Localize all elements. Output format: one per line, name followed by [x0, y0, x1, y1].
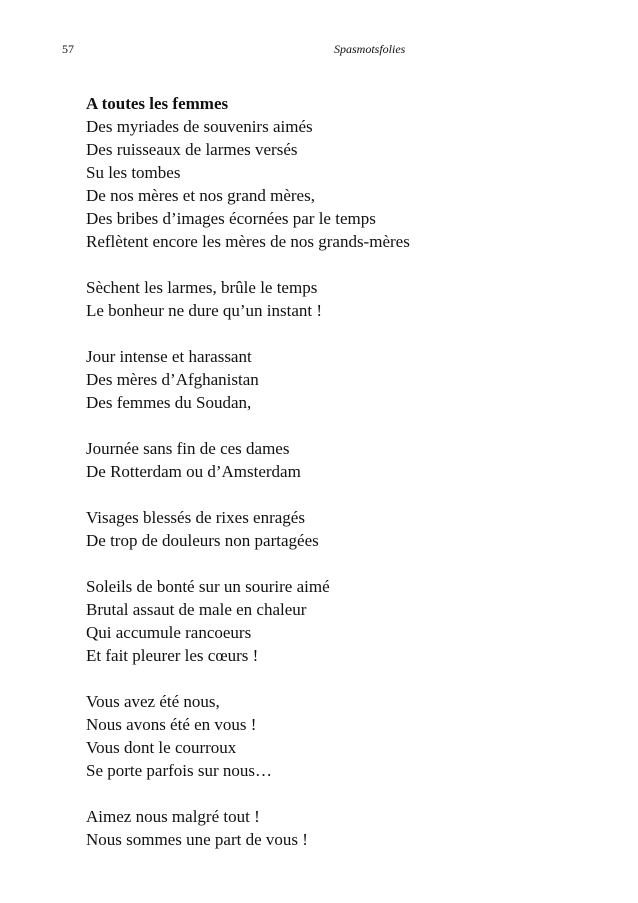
poem-line: De Rotterdam ou d’Amsterdam: [86, 462, 301, 481]
poem-line: Visages blessés de rixes enragés: [86, 508, 305, 527]
poem-line: Su les tombes: [86, 163, 181, 182]
poem-line: Nous avons été en vous !: [86, 715, 257, 734]
stanza-5: [86, 506, 586, 552]
poem-line: Aimez nous malgré tout !: [86, 807, 260, 826]
poem-line: Vous avez été nous,: [86, 692, 220, 711]
poem-line: Soleils de bonté sur un sourire aimé: [86, 577, 330, 596]
poem-line: Vous dont le courroux: [86, 738, 237, 757]
stanza-4: [86, 437, 586, 483]
poem-line: Nous sommes une part de vous !: [86, 830, 308, 849]
running-title: Spasmotsfolies: [334, 42, 406, 56]
poem-line: De nos mères et nos grand mères,: [86, 186, 315, 205]
poem-line: Reflètent encore les mères de nos grands-mères: [86, 232, 410, 251]
poem-line: Et fait pleurer les cœurs !: [86, 646, 259, 665]
poem-line: Des myriades de souvenirs aimés: [86, 117, 313, 136]
poem-line: Des ruisseaux de larmes versés: [86, 140, 298, 159]
poem-line: Qui accumule rancoeurs: [86, 623, 252, 642]
poem: [86, 92, 586, 851]
poem-line: Sèchent les larmes, brûle le temps: [86, 278, 318, 297]
stanza-8: [86, 805, 586, 851]
poem-line: Jour intense et harassant: [86, 347, 252, 366]
page-number: 57: [62, 42, 74, 56]
poem-line: Des mères d’Afghanistan: [86, 370, 259, 389]
poem-line: Des femmes du Soudan,: [86, 393, 252, 412]
poem-line: Le bonheur ne dure qu’un instant !: [86, 301, 323, 320]
poem-line: De trop de douleurs non partagées: [86, 531, 319, 550]
stanza-6: [86, 575, 586, 667]
stanza-7: [86, 690, 586, 782]
stanza-2: [86, 276, 586, 322]
poem-line: Brutal assaut de male en chaleur: [86, 600, 307, 619]
poem-line: Se porte parfois sur nous…: [86, 761, 273, 780]
poem-line: Journée sans fin de ces dames: [86, 439, 290, 458]
poem-line: Des bribes d’images écornées par le temps: [86, 209, 376, 228]
stanza-1: [86, 92, 586, 253]
poem-title: A toutes les femmes: [86, 94, 229, 113]
stanza-3: [86, 345, 586, 414]
